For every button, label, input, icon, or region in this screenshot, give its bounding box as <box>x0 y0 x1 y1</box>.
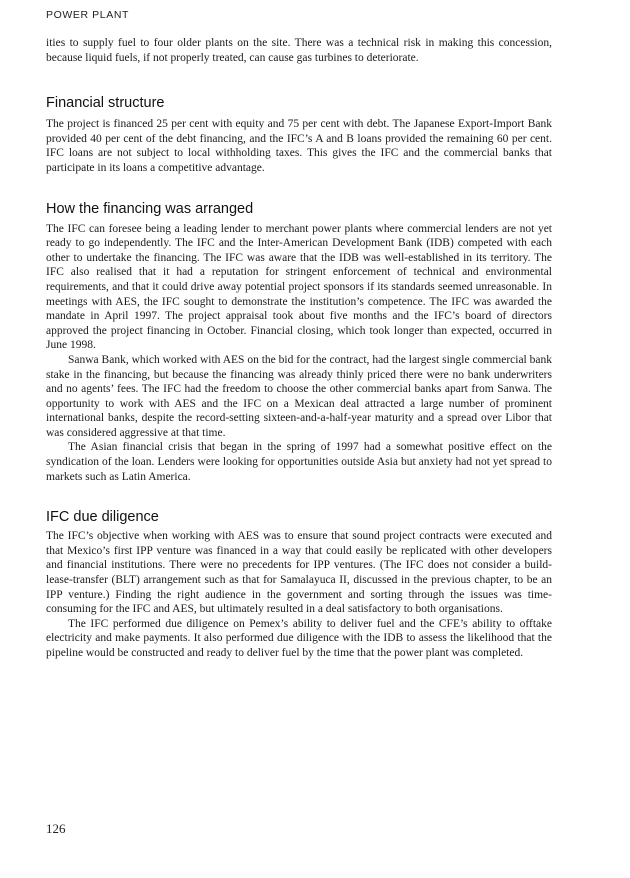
due-diligence-paragraph-2: The IFC performed due diligence on Pemex’s ability to deliver fuel and the CFE’s ability to offtake electricity and make payments. It also performed due diligence with the IDB to assess the likelihood that the pipeline would be constructed and ready to deliver fuel by the time that the power plant was completed. <box>46 617 552 659</box>
financing-arranged-paragraph-1: The IFC can foresee being a leading lender to merchant power plants where commercial lenders are not yet ready to go independently. The IFC and the Inter-American Development Bank (IDB) competed with each other to undertake the financing. The IFC was aware that the IDB was well-established in its territory. The IFC also realised that it had a reputation for stringent enforcement of technical and environmental requirements, and that it could drive away potential project sponsors if its standards seemed unreasonable. In meetings with AES, the IFC sought to demonstrate the institution’s competence. The IFC was awarded the mandate in April 1997. The project appraisal took about five months and the IFC’s board of directors approved the project financing in October. Financial closing, which took longer than expected, occurred in June 1998. <box>46 222 552 352</box>
due-diligence-paragraph-1: The IFC’s objective when working with AES was to ensure that sound project contracts were executed and that Mexico’s first IPP venture was financed in a way that could easily be replicated with other developers and financial institutions. There were no precedents for IPP ventures. (The IFC does not consider a build-lease-transfer (BLT) arrangement such as that for Samalayuca II, discussed in the previous chapter, to be an IPP venture.) Finding the right audience in the government and sorting through the issues was time-consuming for the IFC and AES, but ultimately resulted in a deal satisfactory to both organisations. <box>46 530 552 616</box>
section-heading-financial-structure: Financial structure <box>46 95 165 112</box>
section-heading-ifc-due-diligence: IFC due diligence <box>46 509 159 526</box>
financing-arranged-paragraph-2: Sanwa Bank, which worked with AES on the bid for the contract, had the largest single commercial bank stake in the financing, but because the financing was already thinly priced there were no bank underwriters and no agents’ fees. The IFC had the freedom to choose the other commercial banks apart from Sanwa. The opportunity to work with AES and the IFC on a Mexican deal attracted a large number of prominent international banks, despite the record-setting sixteen-and-a-half-year maturity and a spread over Libor that was considered aggressive at that time. <box>46 353 552 439</box>
intro-paragraph: ities to supply fuel to four older plants on the site. There was a technical risk in making this concession, because liquid fuels, if not properly treated, can cause gas turbines to deteriorate. <box>46 37 552 64</box>
financial-structure-paragraph: The project is financed 25 per cent with equity and 75 per cent with debt. The Japanese Export-Import Bank provided 40 per cent of the debt financing, and the IFC’s A and B loans provided the remaining 60 per cent. IFC loans are not subject to local withholding taxes. This gives the IFC and the commercial banks that participate in its loans a competitive advantage. <box>46 118 552 174</box>
section-heading-financing-arranged: How the financing was arranged <box>46 200 254 217</box>
page-body <box>46 36 552 661</box>
running-head: POWER PLANT <box>46 9 130 21</box>
page-number: 126 <box>46 821 66 836</box>
financing-arranged-paragraph-3: The Asian financial crisis that began in the spring of 1997 had a somewhat positive effect on the syndication of the loan. Lenders were looking for opportunities outside Asia but anxiety had not yet spread to markets such as Latin America. <box>46 441 552 483</box>
